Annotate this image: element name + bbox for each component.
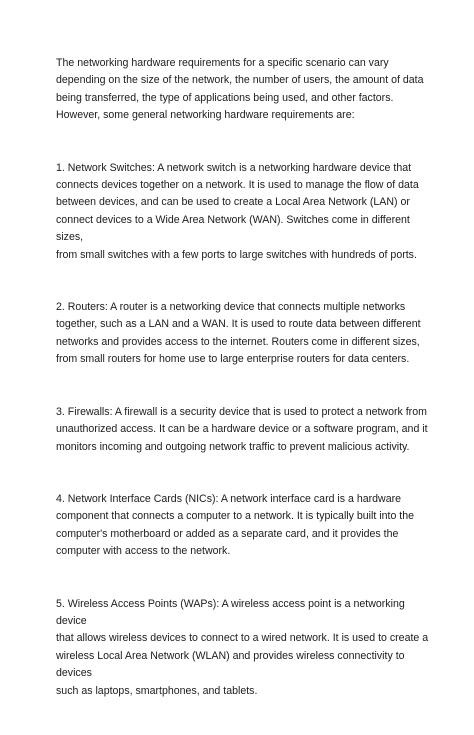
document-page	[56, 55, 436, 735]
list-item-routers: 2. Routers: A router is a networking device that connects multiple networks together, such as a LAN and a WAN. It is used to route data between different networks and provides access to the internet. Routers come in different sizes, from small routers for home use to large enterprise routers for data centers.	[56, 301, 421, 366]
list-item-firewalls: 3. Firewalls: A firewall is a security device that is used to protect a network from unauthorized access. It can be a hardware device or a software program, and it monitors incoming and outgoing network traffic to prevent malicious activity.	[56, 405, 428, 453]
list-item-network-switches: 1. Network Switches: A network switch is a networking hardware device that connects devices together on a network. It is used to manage the flow of data between devices, and can be used to create a Local Area Network (LAN) or connect devices to a Wide Area Network (WAN). Switches come in different sizes, from small switches with a few ports to large switches with hundreds of ports.	[56, 161, 419, 261]
intro-paragraph: The networking hardware requirements for a specific scenario can vary depending on the size of the network, the number of users, the amount of data being transferred, the type of applications being used, and other factors. However, some general networking hardware requirements are:	[56, 57, 424, 122]
list-item-wireless-access-points: 5. Wireless Access Points (WAPs): A wireless access point is a networking device that allows wireless devices to connect to a wired network. It is used to create a wireless Local Area Network (WLAN) and provides wireless connectivity to devices such as laptops, smartphones, and tablets.	[56, 597, 429, 697]
list-item-network-interface-cards: 4. Network Interface Cards (NICs): A network interface card is a hardware component that connects a computer to a network. It is typically built into the computer's motherboard or added as a separate card, and it provides the computer with access to the network.	[56, 492, 415, 558]
